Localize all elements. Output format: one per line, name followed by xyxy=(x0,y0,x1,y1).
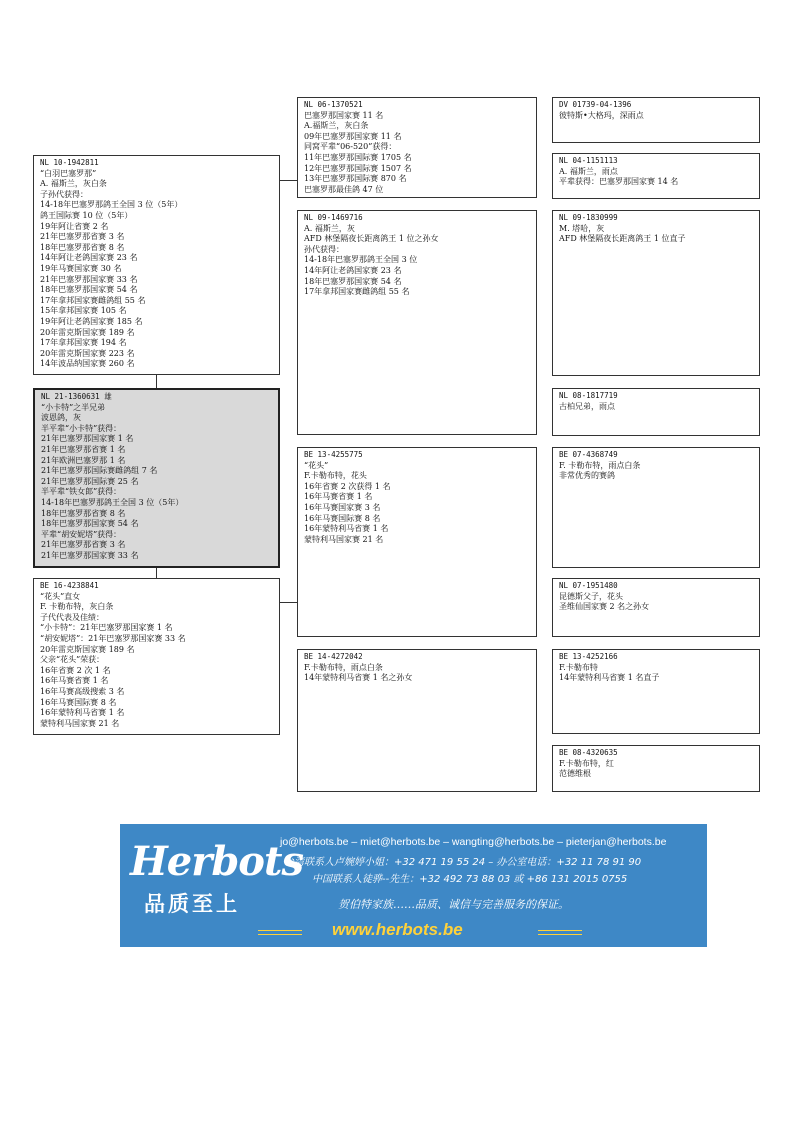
pedigree-sire-box xyxy=(33,155,280,375)
pedigree-line: 14年蒙特利马省赛 1 名直子 xyxy=(559,673,660,683)
pedigree-line: 孙代获得： xyxy=(304,244,344,254)
pedigree-ssd-box xyxy=(552,153,760,199)
ring-number: BE 13-4255775 xyxy=(304,450,363,459)
ring-number: BE 07-4368749 xyxy=(559,450,618,459)
pedigree-line: 半平辈“小卡特”获得： xyxy=(41,423,122,433)
banner-emails[interactable]: jo@herbots.be – miet@herbots.be – wangting@herbots.be – pieterjan@herbots.be xyxy=(280,836,667,848)
connector-line xyxy=(279,180,297,181)
pedigree-line: 21年欧洲巴塞罗那 1 名 xyxy=(41,455,126,465)
pedigree-line: F.卡勒布特，花头 xyxy=(304,471,367,481)
pedigree-dam-dam-box xyxy=(297,649,537,792)
ring-number: NL 04-1151113 xyxy=(559,156,618,165)
ring-number: BE 13-4252166 xyxy=(559,652,618,661)
banner-decor-line-right xyxy=(538,930,582,935)
pedigree-sss-box xyxy=(552,97,760,143)
pedigree-line: 14-18年巴塞罗那鸽王全国 3 位（5年） xyxy=(40,200,183,210)
pedigree-ddd-box xyxy=(552,745,760,792)
pedigree-line: 16年马赛省赛 1 名 xyxy=(40,676,109,686)
pedigree-line: 鸽王国际赛 10 位（5年） xyxy=(40,210,133,220)
pedigree-line: 范德维根 xyxy=(559,769,591,779)
pedigree-line: 16年省赛 2 次获得 1 名 xyxy=(304,481,391,491)
pedigree-line: 古柏兄弟，雨点 xyxy=(559,401,615,411)
pedigree-line: 16年省赛 2 次 1 名 xyxy=(40,665,111,675)
pedigree-subject-box xyxy=(33,388,280,568)
pedigree-line: 18年巴塞罗那国家赛 54 名 xyxy=(40,285,138,295)
ring-number: NL 06-1370521 xyxy=(304,100,363,109)
pedigree-line: 21年巴塞罗那国际赛雌鸽组 7 名 xyxy=(41,466,158,476)
pedigree-line: 18年巴塞罗那国家赛 54 名 xyxy=(304,276,402,286)
pedigree-line: 非常优秀的赛鸽 xyxy=(559,471,615,481)
banner-phone-taiwan: 台湾联系人卢婉婷小姐：+32 471 19 55 24 – 办公室电话：+32 11 78 91 90 xyxy=(284,857,642,868)
pedigree-line: 21年巴塞罗那省赛 3 名 xyxy=(40,232,125,242)
ring-number: BE 08-4320635 xyxy=(559,748,618,757)
pedigree-line: 21年巴塞罗那国家赛 33 名 xyxy=(41,550,139,560)
pedigree-line: “小卡特”：21年巴塞罗那国家赛 1 名 xyxy=(40,623,173,633)
pedigree-line: 19年阿让老鸽国家赛 185 名 xyxy=(40,316,143,326)
pedigree-line: 21年巴塞罗那国际赛 25 名 xyxy=(41,476,139,486)
pedigree-line: 15年拿邦国家赛 105 名 xyxy=(40,306,127,316)
pedigree-line: “白羽巴塞罗那” xyxy=(40,168,97,178)
pedigree-line: A.福斯兰，灰白条 xyxy=(304,121,369,131)
pedigree-dss-box xyxy=(552,447,760,568)
banner-phone-china: 中国联系人徒骅--先生：+32 492 73 88 03 或 +86 131 2015 0755 xyxy=(312,874,628,885)
pedigree-line: 21年巴塞罗那省赛 3 名 xyxy=(41,540,126,550)
pedigree-line: 17年拿邦国家赛雌鸽组 55 名 xyxy=(40,295,146,305)
pedigree-line: 16年马赛省赛 1 名 xyxy=(304,492,373,502)
pedigree-line: M. 塔哈，灰 xyxy=(559,223,605,233)
pedigree-line: 半平辈“铁女郎”获得： xyxy=(41,487,122,497)
pedigree-line: 12年巴塞罗那国际赛 1507 名 xyxy=(304,163,412,173)
pedigree-dam-box xyxy=(33,578,280,735)
connector-line xyxy=(279,602,297,603)
pedigree-line: 14-18年巴塞罗那鸽王全国 3 位 xyxy=(304,255,418,265)
ring-number: NL 07-1951480 xyxy=(559,581,618,590)
ring-number: DV 01739-04-1396 xyxy=(559,100,632,109)
pedigree-line: 19年马赛国家赛 30 名 xyxy=(40,263,122,273)
pedigree-dam-sire-box xyxy=(297,447,537,637)
pedigree-line: F.卡勒布特 xyxy=(559,662,598,672)
pedigree-line: 平辈获得：巴塞罗那国家赛 14 名 xyxy=(559,177,679,187)
pedigree-line: A. 福斯兰，雨点 xyxy=(559,166,618,176)
pedigree-sds-box xyxy=(552,210,760,376)
pedigree-line: F.卡勒布特，雨点白条 xyxy=(304,662,383,672)
pedigree-line: 巴塞罗那国家赛 11 名 xyxy=(304,110,384,120)
pedigree-line: “花头” xyxy=(304,460,329,470)
pedigree-dsd-box xyxy=(552,578,760,637)
pedigree-line: 16年马赛国际赛 8 名 xyxy=(304,513,381,523)
pedigree-line: 18年巴塞罗那省赛 8 名 xyxy=(41,508,126,518)
connector-line xyxy=(156,567,157,578)
pedigree-line: 14年阿让老鸽国家赛 23 名 xyxy=(40,253,138,263)
pedigree-line: 16年蒙特利马省赛 1 名 xyxy=(304,524,389,534)
pedigree-line: 子代代表及佳绩： xyxy=(40,612,104,622)
pedigree-line: 彼特斯•大格玛，深雨点 xyxy=(559,110,644,120)
pedigree-line: 13年巴塞罗那国际赛 870 名 xyxy=(304,174,407,184)
pedigree-sire-sire-box xyxy=(297,97,537,198)
pedigree-sire-dam-box xyxy=(297,210,537,435)
ring-number: BE 16-4238841 xyxy=(40,581,99,590)
pedigree-line: 11年巴塞罗那国际赛 1705 名 xyxy=(304,152,412,162)
pedigree-line: 20年雷克斯国家赛 189 名 xyxy=(40,327,135,337)
banner-slogan: 贺伯特家族……品质、诚信与完善服务的保证。 xyxy=(338,898,569,911)
herbots-logo: Herbots xyxy=(130,838,303,885)
pedigree-line: A. 福斯兰，灰 xyxy=(304,223,355,233)
pedigree-line: 同窝平辈“06-520”获得： xyxy=(304,142,397,152)
pedigree-line: 21年巴塞罗那国家赛 1 名 xyxy=(41,434,134,444)
pedigree-line: 20年雷克斯国家赛 189 名 xyxy=(40,644,135,654)
pedigree-line: 14-18年巴塞罗那鸽王全国 3 位（5年） xyxy=(41,497,184,507)
pedigree-line: 21年巴塞罗那省赛 1 名 xyxy=(41,444,126,454)
connector-line xyxy=(156,374,157,388)
pedigree-line: 16年马赛国家赛 3 名 xyxy=(304,502,381,512)
pedigree-line: “花头”直女 xyxy=(40,591,81,601)
ring-number: BE 14-4272042 xyxy=(304,652,363,661)
pedigree-line: AFD 林堡隔夜长距离鸽王 1 位之孙女 xyxy=(304,234,439,244)
ring-number: NL 21-1360631 雄 xyxy=(41,392,112,401)
ring-number: NL 09-1469716 xyxy=(304,213,363,222)
pedigree-line: F. 卡勒布特，灰白条 xyxy=(40,602,114,612)
banner-website-link[interactable]: www.herbots.be xyxy=(332,920,463,939)
pedigree-line: 巴塞罗那最佳鸽 47 位 xyxy=(304,184,384,194)
pedigree-line: 14年蒙特利马省赛 1 名之孙女 xyxy=(304,673,413,683)
pedigree-line: AFD 林堡隔夜长距离鸽王 1 位直子 xyxy=(559,234,686,244)
pedigree-line: 蒙特利马国家赛 21 名 xyxy=(40,718,120,728)
pedigree-line: 父亲“花头”荣获： xyxy=(40,655,105,665)
pedigree-line: “胡安妮塔”：21年巴塞罗那国家赛 33 名 xyxy=(40,633,186,643)
pedigree-line: 09年巴塞罗那国家赛 11 名 xyxy=(304,131,402,141)
pedigree-line: 16年蒙特利马省赛 1 名 xyxy=(40,708,125,718)
banner-decor-line-left xyxy=(258,930,302,935)
pedigree-line: 昆德斯父子，花头 xyxy=(559,591,623,601)
pedigree-line: A. 福斯兰，灰白条 xyxy=(40,179,107,189)
pedigree-sdd-box xyxy=(552,388,760,436)
herbots-banner xyxy=(120,824,707,947)
pedigree-line: 18年巴塞罗那国家赛 54 名 xyxy=(41,519,139,529)
pedigree-line: 16年马赛国际赛 8 名 xyxy=(40,697,117,707)
pedigree-line: 16年马赛高级搜索 3 名 xyxy=(40,686,125,696)
pedigree-line: 波恩鸽，灰 xyxy=(41,413,81,423)
pedigree-dds-box xyxy=(552,649,760,734)
pedigree-line: 21年巴塞罗那国家赛 33 名 xyxy=(40,274,138,284)
pedigree-line: 平辈“胡安妮塔”获得： xyxy=(41,529,122,539)
pedigree-line: “小卡特”之半兄弟 xyxy=(41,402,106,412)
ring-number: NL 10-1942811 xyxy=(40,158,99,167)
banner-motto: 品质至上 xyxy=(144,892,240,916)
pedigree-line: 圣维仙国家赛 2 名之孙女 xyxy=(559,602,650,612)
pedigree-line: 14年阿让老鸽国家赛 23 名 xyxy=(304,265,402,275)
ring-number: NL 08-1817719 xyxy=(559,391,618,400)
pedigree-line: F.卡勒布特，红 xyxy=(559,758,614,768)
pedigree-line: 18年巴塞罗那省赛 8 名 xyxy=(40,242,125,252)
ring-number: NL 09-1830999 xyxy=(559,213,618,222)
pedigree-line: F. 卡勒布特，雨点白条 xyxy=(559,460,641,470)
pedigree-line: 蒙特利马国家赛 21 名 xyxy=(304,534,384,544)
pedigree-line: 17年拿邦国家赛雌鸽组 55 名 xyxy=(304,287,410,297)
pedigree-line: 19年阿让省赛 2 名 xyxy=(40,221,109,231)
pedigree-line: 14年波品纳国家赛 260 名 xyxy=(40,359,135,369)
pedigree-line: 20年雷克斯国家赛 223 名 xyxy=(40,348,135,358)
pedigree-line: 子孙代获得： xyxy=(40,189,88,199)
pedigree-line: 17年拿邦国家赛 194 名 xyxy=(40,338,127,348)
